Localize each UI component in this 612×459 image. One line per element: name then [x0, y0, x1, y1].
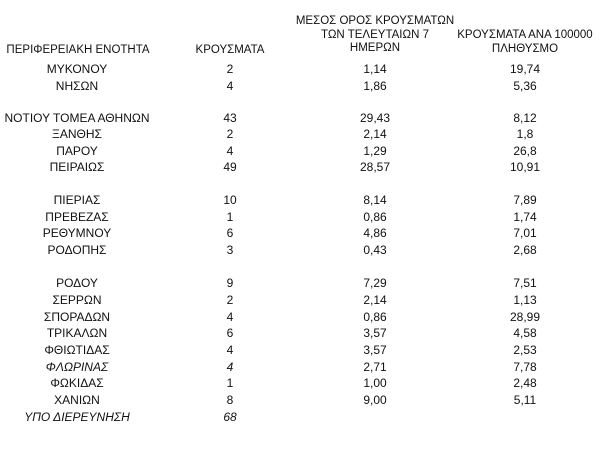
per100k-cell: 5,36 — [513, 79, 537, 93]
cases-cell: 2 — [226, 293, 234, 307]
per100k-cell: 7,78 — [513, 360, 537, 374]
per100k-cell: 8,12 — [513, 111, 537, 125]
avg7-cell: 8,14 — [363, 193, 387, 207]
region-cell: ΧΑΝΙΩΝ — [54, 393, 100, 407]
per100k-cell: 7,51 — [513, 276, 537, 290]
cases-cell: 4 — [226, 343, 234, 357]
per100k-cell: 1,74 — [513, 210, 537, 224]
region-cell: ΠΑΡΟΥ — [56, 144, 98, 158]
per100k-cell: 2,53 — [513, 343, 537, 357]
region-cell: ΣΠΟΡΑΔΩΝ — [43, 310, 111, 324]
avg7-cell: 7,29 — [363, 276, 387, 290]
region-cell: ΦΛΩΡΙΝΑΣ — [45, 360, 109, 374]
table-row — [0, 192, 612, 208]
per100k-cell: 4,58 — [513, 326, 537, 340]
table-row — [0, 159, 612, 175]
region-cell: ΝΗΣΩΝ — [55, 79, 99, 93]
cases-cell: 1 — [226, 210, 234, 224]
avg7-cell: 0,43 — [363, 243, 387, 257]
per100k-cell: 26,8 — [513, 144, 537, 158]
per100k-cell: 10,91 — [509, 160, 541, 174]
region-cell: ΠΙΕΡΙΑΣ — [53, 193, 101, 207]
avg7-cell: 2,14 — [363, 293, 387, 307]
avg7-cell: 0,86 — [363, 210, 387, 224]
avg7-cell: 2,14 — [363, 127, 387, 141]
cases-cell: 6 — [226, 326, 234, 340]
table-row — [0, 342, 612, 358]
header-per100k — [440, 29, 610, 56]
table-row — [0, 275, 612, 291]
cases-cell: 2 — [226, 62, 234, 76]
table-row — [0, 359, 612, 375]
region-cell: ΞΑΝΘΗΣ — [52, 127, 102, 141]
region-cell: ΡΕΘΥΜΝΟΥ — [42, 226, 112, 240]
header-cases: ΚΡΟΥΣΜΑΤΑ — [195, 44, 265, 56]
table-row — [0, 392, 612, 408]
per100k-cell: 1,8 — [516, 127, 534, 141]
region-cell: ΤΡΙΚΑΛΩΝ — [46, 326, 108, 340]
cases-cell: 8 — [226, 393, 234, 407]
avg7-cell: 9,00 — [363, 393, 387, 407]
table-row — [0, 225, 612, 241]
cases-cell: 1 — [226, 376, 234, 390]
per100k-cell: 7,89 — [513, 193, 537, 207]
avg7-cell: 2,71 — [363, 360, 387, 374]
header-region: ΠΕΡΙΦΕΡΕΙΑΚΗ ΕΝΟΤΗΤΑ — [6, 44, 150, 56]
region-cell: ΝΟΤΙΟΥ ΤΟΜΕΑ ΑΘΗΝΩΝ — [4, 111, 150, 125]
table-row — [0, 209, 612, 225]
avg7-cell: 0,86 — [363, 310, 387, 324]
cases-cell: 4 — [226, 144, 234, 158]
avg7-cell: 4,86 — [363, 226, 387, 240]
region-cell: ΜΥΚΟΝΟΥ — [46, 62, 108, 76]
table-row — [0, 309, 612, 325]
avg7-cell: 3,57 — [363, 326, 387, 340]
cases-cell: 49 — [223, 160, 237, 174]
per100k-cell: 2,48 — [513, 376, 537, 390]
header-avg7-line2: ΤΩΝ ΤΕΛΕΥΤΑΙΩΝ 7 — [321, 28, 429, 41]
table-row — [0, 409, 612, 425]
region-cell: ΥΠΟ ΔΙΕΡΕΥΝΗΣΗ — [24, 410, 130, 424]
table-row — [0, 126, 612, 142]
header-avg7-line3: ΗΜΕΡΩΝ — [349, 42, 401, 54]
per100k-cell: 2,68 — [513, 243, 537, 257]
avg7-cell: 28,57 — [359, 160, 391, 174]
per100k-cell: 19,74 — [509, 62, 541, 76]
region-cell: ΦΩΚΙΔΑΣ — [50, 376, 104, 390]
per100k-cell: 28,99 — [509, 310, 541, 324]
region-cell: ΠΕΙΡΑΙΩΣ — [49, 160, 105, 174]
region-cell: ΣΕΡΡΩΝ — [52, 293, 102, 307]
cases-cell: 43 — [223, 111, 237, 125]
table-row — [0, 61, 612, 77]
avg7-cell: 1,14 — [363, 62, 387, 76]
header-per100k-line1: ΚΡΟΥΣΜΑΤΑ ΑΝΑ 100000 — [457, 29, 593, 41]
table-row — [0, 292, 612, 308]
avg7-cell: 29,43 — [359, 111, 391, 125]
cases-cell: 4 — [226, 360, 234, 374]
table-row — [0, 78, 612, 94]
cases-cell: 2 — [226, 127, 234, 141]
table-row — [0, 143, 612, 159]
cases-cell: 3 — [226, 243, 234, 257]
table-row — [0, 242, 612, 258]
region-cell: ΦΘΙΩΤΙΔΑΣ — [44, 343, 110, 357]
table-row — [0, 325, 612, 341]
avg7-cell: 3,57 — [363, 343, 387, 357]
per100k-cell: 7,01 — [513, 226, 537, 240]
cases-cell: 9 — [226, 276, 234, 290]
region-cell: ΡΟΔΟΥ — [56, 276, 98, 290]
per100k-cell: 1,13 — [513, 293, 537, 307]
header-avg7 — [292, 15, 458, 56]
table-row — [0, 375, 612, 391]
avg7-cell: 1,00 — [363, 376, 387, 390]
header-avg7-line1: ΜΕΣΟΣ ΟΡΟΣ ΚΡΟΥΣΜΑΤΩΝ — [295, 15, 455, 27]
per100k-cell: 5,11 — [513, 393, 537, 407]
region-cell: ΡΟΔΟΠΗΣ — [47, 243, 107, 257]
table-row — [0, 110, 612, 126]
cases-cell: 6 — [226, 226, 234, 240]
cases-cell: 10 — [223, 193, 237, 207]
header-per100k-line2: ΠΛΗΘΥΣΜΟ — [491, 42, 559, 55]
region-cell: ΠΡΕΒΕΖΑΣ — [45, 210, 109, 224]
avg7-cell: 1,29 — [363, 144, 387, 158]
cases-cell: 68 — [223, 410, 237, 424]
cases-cell: 4 — [226, 79, 234, 93]
avg7-cell: 1,86 — [363, 79, 387, 93]
cases-cell: 4 — [226, 310, 234, 324]
